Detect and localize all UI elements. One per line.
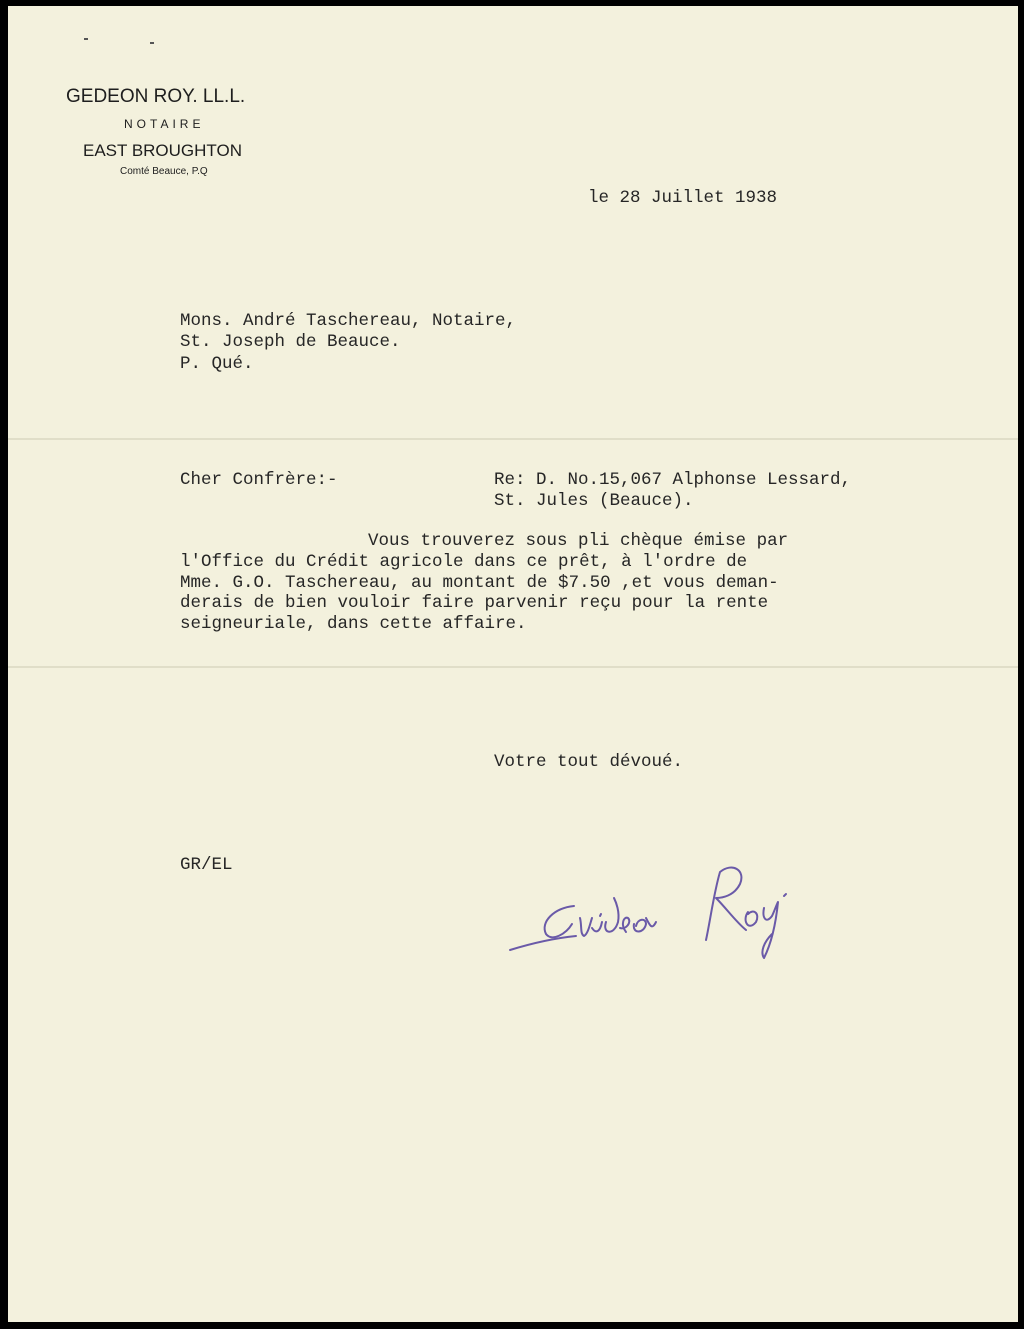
letterhead-town: EAST BROUGHTON: [83, 141, 243, 160]
salutation: Cher Confrère:-: [180, 470, 338, 490]
body-line: Mme. G.O. Taschereau, au montant de $7.50 ,et vous deman-: [180, 573, 779, 593]
reference-line: St. Jules (Beauce).: [494, 491, 694, 511]
body-line: Vous trouverez sous pli chèque émise par: [368, 531, 789, 551]
paper-speck: [150, 42, 154, 44]
recipient-line: St. Joseph de Beauce.: [180, 332, 401, 352]
letterhead-county: Comté Beauce, P.Q: [120, 166, 208, 177]
letter-date: le 28 Juillet 1938: [588, 188, 778, 208]
closing: Votre tout dévoué.: [494, 752, 684, 772]
body-line: l'Office du Crédit agricole dans ce prêt, à l'ordre de: [180, 552, 748, 572]
typist-initials: GR/EL: [180, 855, 233, 875]
body-line: derais de bien vouloir faire parvenir reçu pour la rente: [180, 593, 769, 613]
fold-line: [8, 666, 1018, 668]
letter-page: [8, 6, 1018, 1322]
recipient-line: Mons. André Taschereau, Notaire,: [180, 311, 517, 331]
fold-line: [8, 438, 1018, 440]
body-line: seigneuriale, dans cette affaire.: [180, 614, 527, 634]
reference-line: Re: D. No.15,067 Alphonse Lessard,: [494, 470, 852, 490]
recipient-line: P. Qué.: [180, 354, 254, 374]
letterhead-title: NOTAIRE: [124, 117, 205, 131]
letterhead-name: GEDEON ROY. LL.L.: [66, 86, 246, 107]
paper-speck: [84, 38, 88, 40]
signature: [496, 842, 826, 962]
